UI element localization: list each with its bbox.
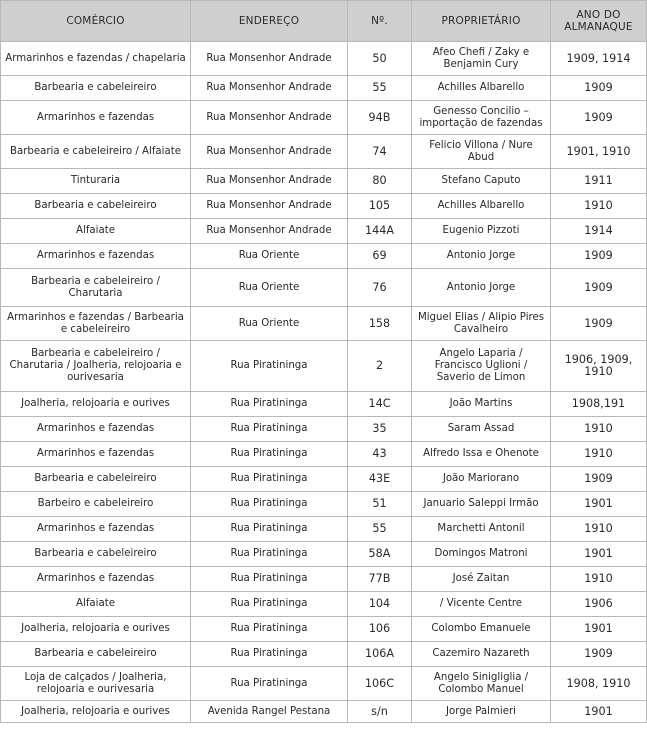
- cell-ano: 1909: [551, 642, 647, 667]
- cell-proprietario: Eugenio Pizzoti: [412, 219, 551, 244]
- cell-ano: 1911: [551, 169, 647, 194]
- table-row: [1, 617, 647, 642]
- cell-numero: 69: [348, 244, 412, 269]
- cell-numero: 80: [348, 169, 412, 194]
- cell-ano: 1901: [551, 617, 647, 642]
- cell-ano: 1901: [551, 701, 647, 723]
- table-row: [1, 442, 647, 467]
- cell-ano: 1909: [551, 76, 647, 101]
- cell-ano: 1906, 1909, 1910: [551, 341, 647, 392]
- cell-proprietario: Felicio Villona / Nure Abud: [412, 135, 551, 169]
- cell-endereco: Rua Monsenhor Andrade: [191, 76, 348, 101]
- table-row: [1, 392, 647, 417]
- header-comercio: COMÉRCIO: [1, 1, 191, 42]
- cell-comercio: Barbearia e cabeleireiro: [1, 467, 191, 492]
- table-row: [1, 592, 647, 617]
- cell-proprietario: Cazemiro Nazareth: [412, 642, 551, 667]
- cell-ano: 1901: [551, 492, 647, 517]
- cell-ano: 1910: [551, 442, 647, 467]
- cell-endereco: Rua Oriente: [191, 244, 348, 269]
- table-row: [1, 667, 647, 701]
- cell-comercio: Armarinhos e fazendas / Barbearia e cabeleireiro: [1, 307, 191, 341]
- cell-ano: 1910: [551, 417, 647, 442]
- cell-proprietario: Angelo Sinigliglia / Colombo Manuel: [412, 667, 551, 701]
- cell-proprietario: Stefano Caputo: [412, 169, 551, 194]
- table-row: [1, 244, 647, 269]
- cell-comercio: Joalheria, relojoaria e ourives: [1, 392, 191, 417]
- cell-proprietario: João Martins: [412, 392, 551, 417]
- cell-proprietario: / Vicente Centre: [412, 592, 551, 617]
- cell-numero: 106: [348, 617, 412, 642]
- cell-numero: 43E: [348, 467, 412, 492]
- cell-endereco: Rua Piratininga: [191, 592, 348, 617]
- cell-endereco: Rua Oriente: [191, 307, 348, 341]
- cell-endereco: Rua Monsenhor Andrade: [191, 135, 348, 169]
- table-row: [1, 76, 647, 101]
- table-row: [1, 701, 647, 723]
- cell-endereco: Rua Oriente: [191, 269, 348, 307]
- table-row: [1, 194, 647, 219]
- cell-ano: 1901, 1910: [551, 135, 647, 169]
- cell-endereco: Rua Piratininga: [191, 567, 348, 592]
- cell-proprietario: Januario Saleppi Irmão: [412, 492, 551, 517]
- header-endereco: ENDEREÇO: [191, 1, 348, 42]
- cell-comercio: Alfaiate: [1, 219, 191, 244]
- cell-endereco: Rua Piratininga: [191, 467, 348, 492]
- cell-comercio: Barbearia e cabeleireiro: [1, 542, 191, 567]
- table-row: [1, 517, 647, 542]
- cell-proprietario: Achilles Albarello: [412, 76, 551, 101]
- cell-proprietario: Alfredo Issa e Ohenote: [412, 442, 551, 467]
- table-row: [1, 269, 647, 307]
- cell-numero: 105: [348, 194, 412, 219]
- cell-numero: 106A: [348, 642, 412, 667]
- cell-numero: 55: [348, 76, 412, 101]
- cell-endereco: Rua Piratininga: [191, 442, 348, 467]
- cell-proprietario: Afeo Chefi / Zaky e Benjamin Cury: [412, 42, 551, 76]
- cell-numero: 2: [348, 341, 412, 392]
- cell-endereco: Rua Piratininga: [191, 642, 348, 667]
- table-row: [1, 642, 647, 667]
- cell-numero: s/n: [348, 701, 412, 723]
- cell-ano: 1914: [551, 219, 647, 244]
- cell-numero: 144A: [348, 219, 412, 244]
- cell-comercio: Joalheria, relojoaria e ourives: [1, 617, 191, 642]
- cell-comercio: Barbearia e cabeleireiro / Charutaria: [1, 269, 191, 307]
- cell-proprietario: João Mariorano: [412, 467, 551, 492]
- cell-endereco: Rua Monsenhor Andrade: [191, 169, 348, 194]
- cell-ano: 1901: [551, 542, 647, 567]
- cell-proprietario: Marchetti Antonil: [412, 517, 551, 542]
- cell-ano: 1909: [551, 269, 647, 307]
- cell-ano: 1908, 1910: [551, 667, 647, 701]
- cell-numero: 51: [348, 492, 412, 517]
- cell-proprietario: Colombo Emanuele: [412, 617, 551, 642]
- cell-comercio: Barbearia e cabeleireiro: [1, 642, 191, 667]
- cell-comercio: Barbearia e cabeleireiro: [1, 76, 191, 101]
- cell-numero: 50: [348, 42, 412, 76]
- cell-ano: 1908,191: [551, 392, 647, 417]
- cell-numero: 106C: [348, 667, 412, 701]
- cell-comercio: Barbearia e cabeleireiro / Alfaiate: [1, 135, 191, 169]
- header-numero: Nº.: [348, 1, 412, 42]
- cell-endereco: Rua Piratininga: [191, 417, 348, 442]
- cell-comercio: Armarinhos e fazendas: [1, 417, 191, 442]
- cell-numero: 43: [348, 442, 412, 467]
- cell-ano: 1910: [551, 517, 647, 542]
- cell-endereco: Rua Monsenhor Andrade: [191, 42, 348, 76]
- cell-comercio: Armarinhos e fazendas: [1, 244, 191, 269]
- cell-endereco: Rua Piratininga: [191, 392, 348, 417]
- table-row: [1, 101, 647, 135]
- cell-endereco: Rua Piratininga: [191, 341, 348, 392]
- cell-proprietario: Genesso Concilio – importação de fazendas: [412, 101, 551, 135]
- cell-proprietario: Miguel Elias / Alipio Pires Cavalheiro: [412, 307, 551, 341]
- cell-ano: 1909, 1914: [551, 42, 647, 76]
- table-row: [1, 567, 647, 592]
- cell-comercio: Armarinhos e fazendas: [1, 567, 191, 592]
- cell-numero: 94B: [348, 101, 412, 135]
- cell-comercio: Barbearia e cabeleireiro: [1, 194, 191, 219]
- table-row: [1, 307, 647, 341]
- cell-numero: 35: [348, 417, 412, 442]
- cell-endereco: Rua Monsenhor Andrade: [191, 101, 348, 135]
- cell-proprietario: Angelo Laparia / Francisco Uglioni / Saverio de Limon: [412, 341, 551, 392]
- cell-numero: 55: [348, 517, 412, 542]
- cell-proprietario: Domingos Matroni: [412, 542, 551, 567]
- cell-comercio: Barbeiro e cabeleireiro: [1, 492, 191, 517]
- header-proprietario: PROPRIETÁRIO: [412, 1, 551, 42]
- cell-endereco: Rua Piratininga: [191, 617, 348, 642]
- cell-proprietario: Jorge Palmieri: [412, 701, 551, 723]
- cell-proprietario: Antonio Jorge: [412, 244, 551, 269]
- cell-ano: 1910: [551, 567, 647, 592]
- cell-proprietario: Achilles Albarello: [412, 194, 551, 219]
- cell-ano: 1909: [551, 467, 647, 492]
- table-row: [1, 542, 647, 567]
- cell-endereco: Avenida Rangel Pestana: [191, 701, 348, 723]
- table-row: [1, 42, 647, 76]
- cell-comercio: Loja de calçados / Joalheria, relojoaria e ourivesaria: [1, 667, 191, 701]
- cell-numero: 74: [348, 135, 412, 169]
- cell-comercio: Armarinhos e fazendas: [1, 101, 191, 135]
- table-row: [1, 169, 647, 194]
- cell-comercio: Armarinhos e fazendas: [1, 517, 191, 542]
- cell-comercio: Armarinhos e fazendas: [1, 442, 191, 467]
- cell-endereco: Rua Monsenhor Andrade: [191, 194, 348, 219]
- cell-ano: 1909: [551, 244, 647, 269]
- cell-ano: 1909: [551, 307, 647, 341]
- cell-numero: 58A: [348, 542, 412, 567]
- cell-numero: 77B: [348, 567, 412, 592]
- table-row: [1, 135, 647, 169]
- cell-numero: 76: [348, 269, 412, 307]
- cell-endereco: Rua Monsenhor Andrade: [191, 219, 348, 244]
- table-row: [1, 219, 647, 244]
- cell-endereco: Rua Piratininga: [191, 542, 348, 567]
- table-row: [1, 467, 647, 492]
- cell-numero: 104: [348, 592, 412, 617]
- table-row: [1, 492, 647, 517]
- cell-comercio: Tinturaria: [1, 169, 191, 194]
- cell-comercio: Armarinhos e fazendas / chapelaria: [1, 42, 191, 76]
- table-header-row: [1, 1, 647, 42]
- cell-proprietario: Antonio Jorge: [412, 269, 551, 307]
- cell-ano: 1906: [551, 592, 647, 617]
- cell-comercio: Barbearia e cabeleireiro / Charutaria / Joalheria, relojoaria e ourivesaria: [1, 341, 191, 392]
- cell-ano: 1910: [551, 194, 647, 219]
- cell-numero: 158: [348, 307, 412, 341]
- cell-endereco: Rua Piratininga: [191, 667, 348, 701]
- cell-proprietario: José Zaitan: [412, 567, 551, 592]
- table-row: [1, 341, 647, 392]
- header-ano: ANO DO ALMANAQUE: [551, 1, 647, 42]
- cell-ano: 1909: [551, 101, 647, 135]
- cell-comercio: Joalheria, relojoaria e ourives: [1, 701, 191, 723]
- cell-comercio: Alfaiate: [1, 592, 191, 617]
- cell-endereco: Rua Piratininga: [191, 492, 348, 517]
- cell-endereco: Rua Piratininga: [191, 517, 348, 542]
- cell-numero: 14C: [348, 392, 412, 417]
- table-row: [1, 417, 647, 442]
- cell-proprietario: Saram Assad: [412, 417, 551, 442]
